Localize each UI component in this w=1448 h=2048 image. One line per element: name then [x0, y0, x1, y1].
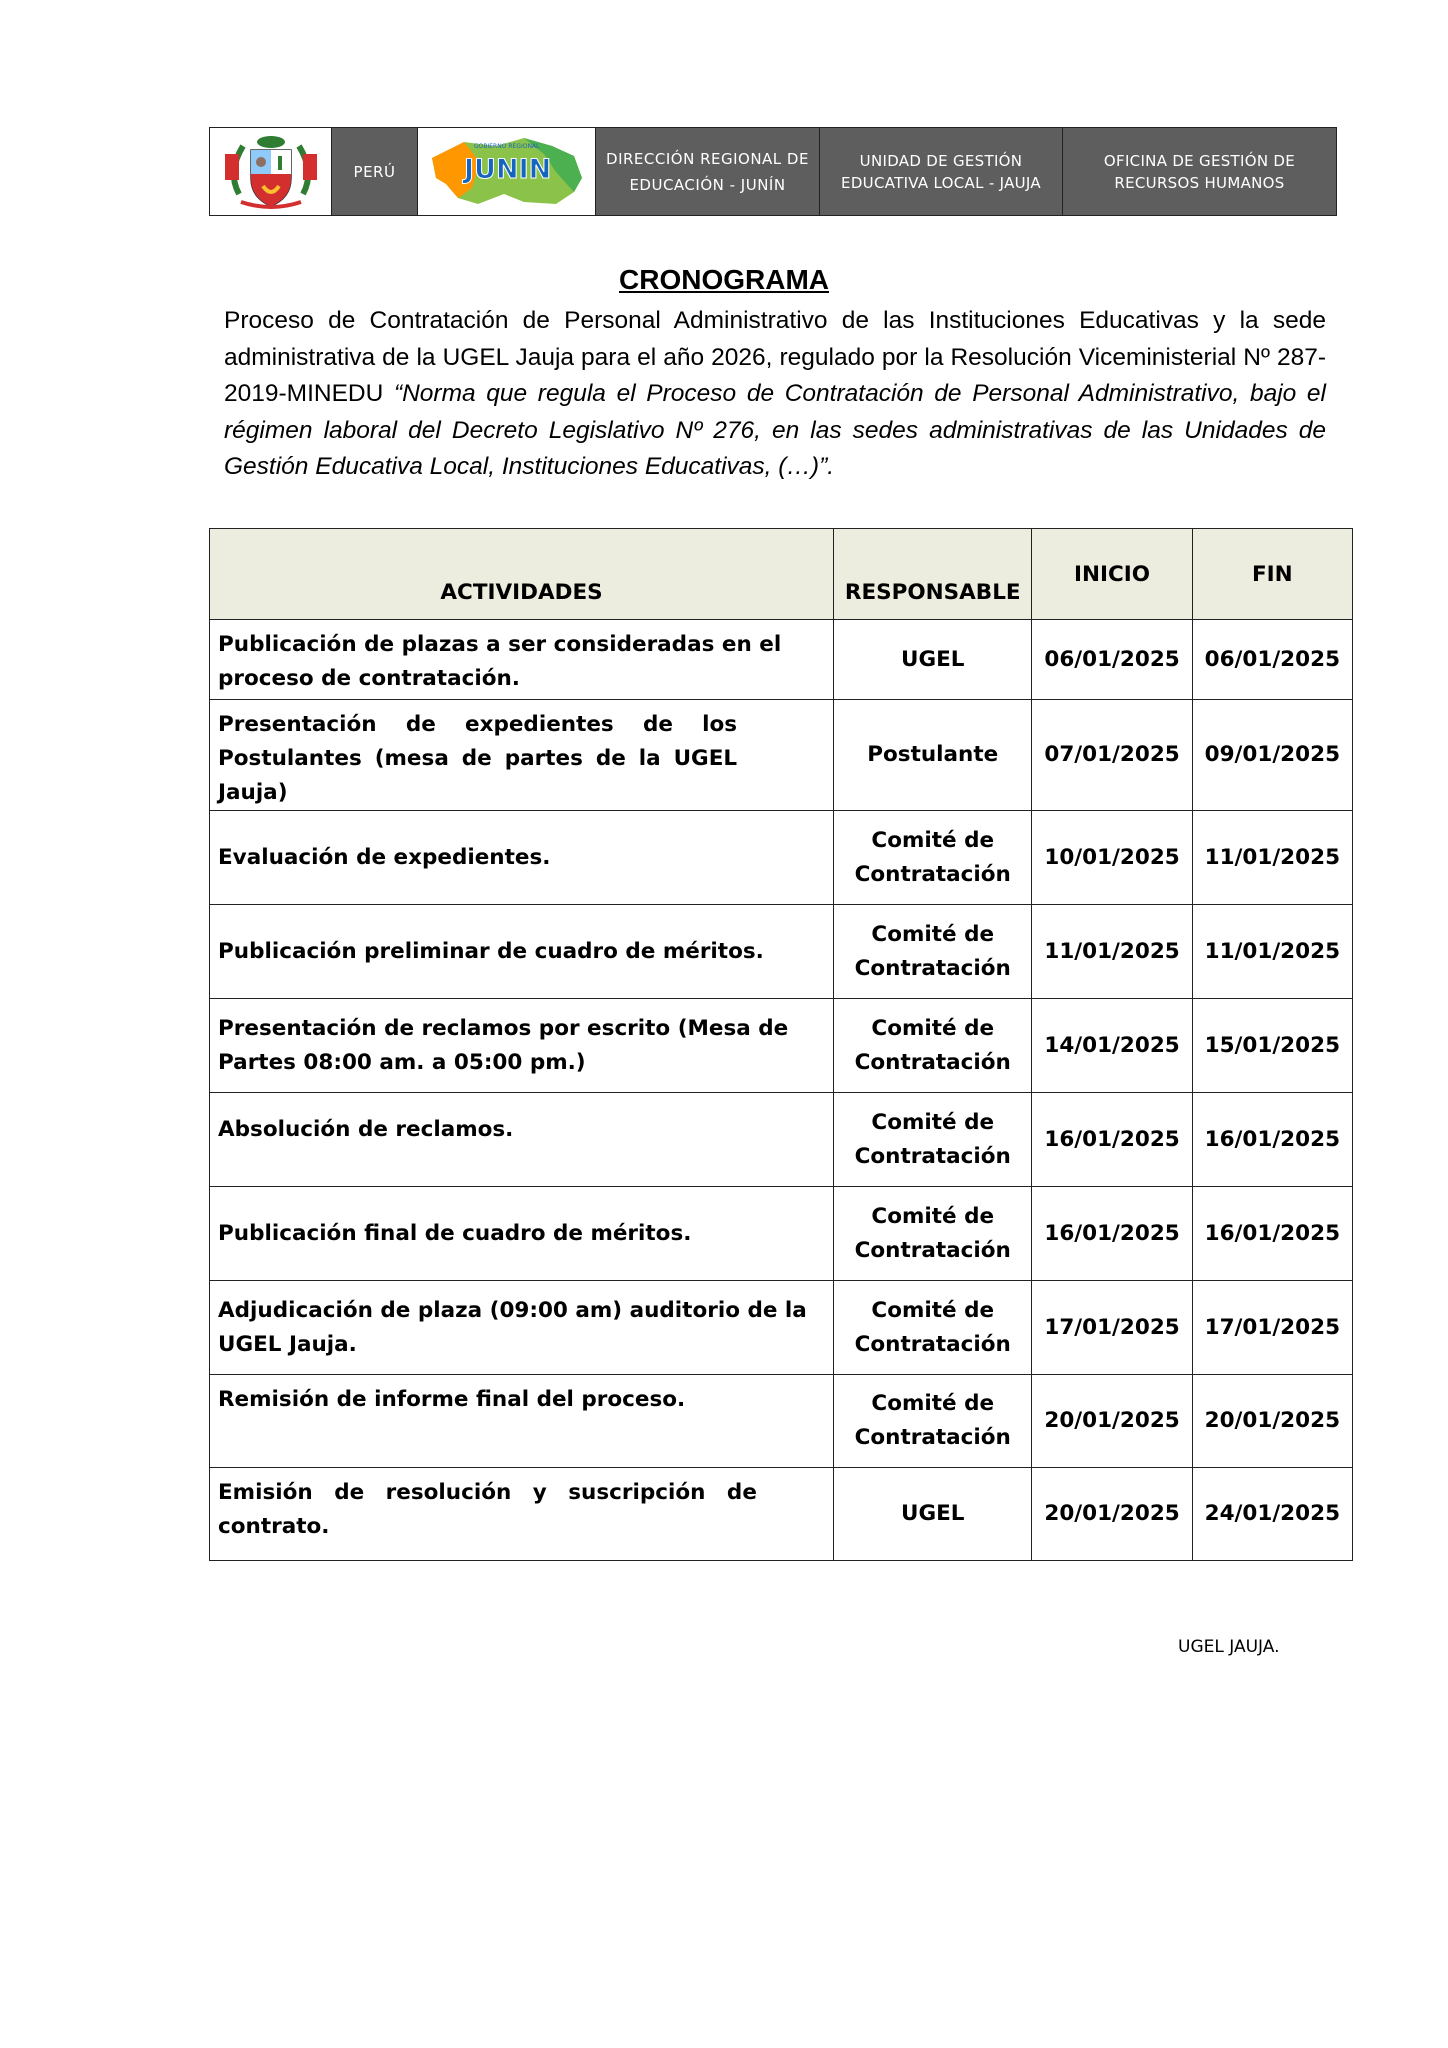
header-inicio: INICIO [1032, 529, 1192, 620]
table-row [210, 1187, 1353, 1281]
start-date-cell: 17/01/2025 [1032, 1281, 1192, 1375]
logo-text: JUNIN [463, 153, 551, 185]
end-date-cell: 06/01/2025 [1192, 620, 1352, 700]
table-row [210, 1281, 1353, 1375]
activity-cell: Presentación de expedientes de los Postulantes (mesa de partes de la UGEL Jauja) [210, 700, 834, 811]
end-date-cell: 09/01/2025 [1192, 700, 1352, 811]
junin-map-logo-icon [424, 132, 590, 212]
ogrh-label: OFICINA DE GESTIÓN DE RECURSOS HUMANOS [1063, 128, 1336, 215]
activity-cell: Remisión de informe final del proceso. [210, 1375, 834, 1468]
coat-of-arms-icon [217, 132, 325, 212]
end-date-cell: 24/01/2025 [1192, 1468, 1352, 1561]
responsible-cell: Comité de Contratación [834, 811, 1032, 905]
intro-paragraph [224, 303, 1326, 486]
start-date-cell: 10/01/2025 [1032, 811, 1192, 905]
table-row [210, 999, 1353, 1093]
responsible-cell: Comité de Contratación [834, 1281, 1032, 1375]
table-header-row [210, 529, 1353, 620]
end-date-cell: 16/01/2025 [1192, 1093, 1352, 1187]
header-banner [209, 127, 1337, 216]
junin-logo [418, 128, 596, 215]
activity-cell: Adjudicación de plaza (09:00 am) auditorio de la UGEL Jauja. [210, 1281, 834, 1375]
activity-cell: Evaluación de expedientes. [210, 811, 834, 905]
start-date-cell: 14/01/2025 [1032, 999, 1192, 1093]
country-label: PERÚ [332, 128, 418, 215]
responsible-cell: Comité de Contratación [834, 1375, 1032, 1468]
responsible-cell: Comité de Contratación [834, 905, 1032, 999]
dre-label: DIRECCIÓN REGIONAL DE EDUCACIÓN - JUNÍN [596, 128, 820, 215]
table-row [210, 811, 1353, 905]
table-row [210, 905, 1353, 999]
end-date-cell: 11/01/2025 [1192, 905, 1352, 999]
end-date-cell: 20/01/2025 [1192, 1375, 1352, 1468]
start-date-cell: 16/01/2025 [1032, 1187, 1192, 1281]
schedule-table [209, 528, 1353, 1561]
peru-coat-of-arms [210, 128, 332, 215]
start-date-cell: 16/01/2025 [1032, 1093, 1192, 1187]
start-date-cell: 20/01/2025 [1032, 1375, 1192, 1468]
table-row [210, 1093, 1353, 1187]
activity-cell: Absolución de reclamos. [210, 1093, 834, 1187]
table-row [210, 1468, 1353, 1561]
document-title: CRONOGRAMA [619, 264, 829, 295]
responsible-cell: UGEL [834, 1468, 1032, 1561]
responsible-cell: UGEL [834, 620, 1032, 700]
activity-cell: Publicación final de cuadro de méritos. [210, 1187, 834, 1281]
responsible-cell: Postulante [834, 700, 1032, 811]
header-fin: FIN [1192, 529, 1352, 620]
start-date-cell: 07/01/2025 [1032, 700, 1192, 811]
logo-caption: GOBIERNO REGIONAL [473, 142, 539, 150]
end-date-cell: 15/01/2025 [1192, 999, 1352, 1093]
table-row [210, 700, 1353, 811]
table-row [210, 1375, 1353, 1468]
responsible-cell: Comité de Contratación [834, 1093, 1032, 1187]
responsible-cell: Comité de Contratación [834, 1187, 1032, 1281]
end-date-cell: 11/01/2025 [1192, 811, 1352, 905]
header-actividades: ACTIVIDADES [210, 529, 834, 620]
start-date-cell: 11/01/2025 [1032, 905, 1192, 999]
ugel-label: UNIDAD DE GESTIÓN EDUCATIVA LOCAL - JAUJA [820, 128, 1063, 215]
activity-cell: Publicación de plazas a ser consideradas en el proceso de contratación. [210, 620, 834, 700]
responsible-cell: Comité de Contratación [834, 999, 1032, 1093]
start-date-cell: 06/01/2025 [1032, 620, 1192, 700]
header-responsable: RESPONSABLE [834, 529, 1032, 620]
intro-plain: Proceso de Contratación de Personal Administrativo de las Instituciones Educativas y la sede administrativa de la UGEL Jauja para el año 2026, regulado por la Resolución Viceministerial Nº 287-2019-MINEDU [224, 307, 1326, 407]
intro-quote: “Norma que regula el Proceso de Contratación de Personal Administrativo, bajo el régimen laboral del Decreto Legislativo Nº 276, en las sedes administrativas de las Unidades de Gestión Educativa Local, Instituciones Educativas, (…)”. [224, 380, 1326, 480]
activity-cell: Publicación preliminar de cuadro de méritos. [210, 905, 834, 999]
activity-cell: Emisión de resolución y suscripción de contrato. [210, 1468, 834, 1561]
footer-signature: UGEL JAUJA. [1178, 1637, 1280, 1657]
table-row [210, 620, 1353, 700]
start-date-cell: 20/01/2025 [1032, 1468, 1192, 1561]
activity-cell: Presentación de reclamos por escrito (Mesa de Partes 08:00 am. a 05:00 pm.) [210, 999, 834, 1093]
end-date-cell: 16/01/2025 [1192, 1187, 1352, 1281]
end-date-cell: 17/01/2025 [1192, 1281, 1352, 1375]
